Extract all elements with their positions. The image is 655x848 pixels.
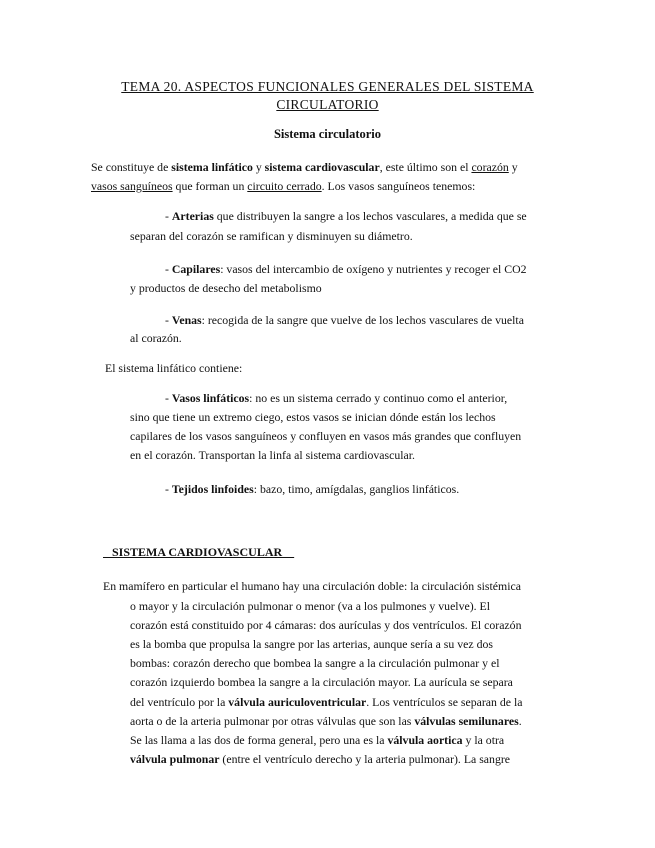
cardio-line-4: es la bomba que propulsa la sangre por las arterias, aunque sería a su vez dos [130, 637, 493, 651]
text-run: aorta o de la arteria pulmonar por otras válvulas que son las [130, 714, 415, 728]
section-subtitle: Sistema circulatorio [273, 127, 382, 141]
cardio-line-2: o mayor y la circulación pulmonar o menor (va a los pulmones y vuelve). El [130, 599, 491, 613]
bold-term: sistema linfático [171, 160, 253, 174]
cardio-line-9 [130, 733, 504, 748]
arterias-line-1 [165, 209, 527, 224]
cardio-line-5: bombas: corazón derecho que bombea la sangre a la circulación pulmonar y el [130, 656, 500, 670]
text-run: : recogida de la sangre que vuelve de los lechos vasculares de vuelta [201, 313, 524, 327]
cardio-line-10 [130, 752, 510, 767]
bold-term: válvula pulmonar [130, 752, 220, 766]
text-run: . [518, 714, 522, 728]
arterias-line-2: separan del corazón se ramifican y disminuyen su diámetro. [130, 229, 413, 243]
cardio-line-3: corazón está constituido por 4 cámaras: dos aurículas y dos ventrículos. El corazón [130, 618, 522, 632]
vasos-linfaticos-line-2: sino que tiene un extremo ciego, estos vasos se inician dónde están los lechos [130, 410, 496, 424]
bold-term: válvula auriculoventricular [228, 695, 367, 709]
vasos-linfaticos-line-4: en el corazón. Transportan la linfa al sistema cardiovascular. [130, 448, 415, 462]
venas-line-2: al corazón. [130, 331, 182, 345]
bold-term: Tejidos linfoides [171, 482, 254, 496]
cardio-line-1: En mamífero en particular el humano hay una circulación doble: la circulación sistémica [103, 579, 521, 593]
capilares-line-1 [165, 262, 527, 277]
underlined-term: vasos sanguíneos [91, 179, 173, 193]
title-line-2: CIRCULATORIO [276, 97, 379, 112]
text-run: . Los ventrículos se separan de la [366, 695, 523, 709]
linfatico-intro: El sistema linfático contiene: [105, 361, 243, 375]
cardio-line-8 [130, 714, 522, 729]
text-run: y la otra [462, 733, 505, 747]
text-run: del ventrículo por la [130, 695, 229, 709]
text-run: y [508, 160, 518, 174]
capilares-line-2: y productos de desecho del metabolismo [130, 281, 322, 295]
text-run: Se constituye de [91, 160, 172, 174]
tejidos-line-1 [165, 482, 459, 497]
text-run: que distribuyen la sangre a los lechos vasculares, a medida que se [213, 209, 527, 223]
text-run: que forman un [172, 179, 248, 193]
list-dash: - [165, 262, 172, 276]
text-run: y [252, 160, 265, 174]
vasos-linfaticos-line-3: capilares de los vasos sanguíneos y confluyen en vasos más grandes que confluyen [130, 429, 522, 443]
list-dash: - [165, 482, 172, 496]
intro-line-1 [91, 160, 518, 175]
cardio-line-7 [130, 695, 523, 710]
list-dash: - [165, 391, 172, 405]
list-dash: - [165, 209, 172, 223]
underlined-term: circuito cerrado [247, 179, 322, 193]
text-run: . Los vasos sanguíneos tenemos: [321, 179, 476, 193]
text-run: : vasos del intercambio de oxígeno y nutrientes y recoger el CO2 [220, 262, 527, 276]
intro-line-2 [91, 179, 475, 194]
page-title [60, 78, 595, 114]
bold-term: Vasos linfáticos [171, 391, 250, 405]
text-run: : bazo, timo, amígdalas, ganglios linfáticos. [253, 482, 460, 496]
underlined-term: corazón [471, 160, 509, 174]
venas-line-1 [165, 313, 524, 328]
list-dash: - [165, 313, 172, 327]
text-run: , este último son el [379, 160, 472, 174]
cardio-line-6: corazón izquierdo bombea la sangre a la circulación mayor. La aurícula se separa [130, 675, 513, 689]
bold-term: Venas [171, 313, 202, 327]
bold-term: Capilares [171, 262, 221, 276]
section-heading-cardiovascular: SISTEMA CARDIOVASCULAR [103, 545, 295, 559]
bold-term: Arterias [171, 209, 214, 223]
bold-term: sistema cardiovascular [264, 160, 380, 174]
bold-term: válvulas semilunares [414, 714, 519, 728]
title-line-1: TEMA 20. ASPECTOS FUNCIONALES GENERALES DEL SISTEMA [121, 79, 534, 94]
vasos-linfaticos-line-1 [165, 391, 507, 406]
text-run: (entre el ventrículo derecho y la arteria pulmonar). La sangre [219, 752, 511, 766]
text-run: : no es un sistema cerrado y continuo como el anterior, [249, 391, 508, 405]
text-run: Se las llama a las dos de forma general, pero una es la [130, 733, 388, 747]
bold-term: válvula aortica [387, 733, 463, 747]
